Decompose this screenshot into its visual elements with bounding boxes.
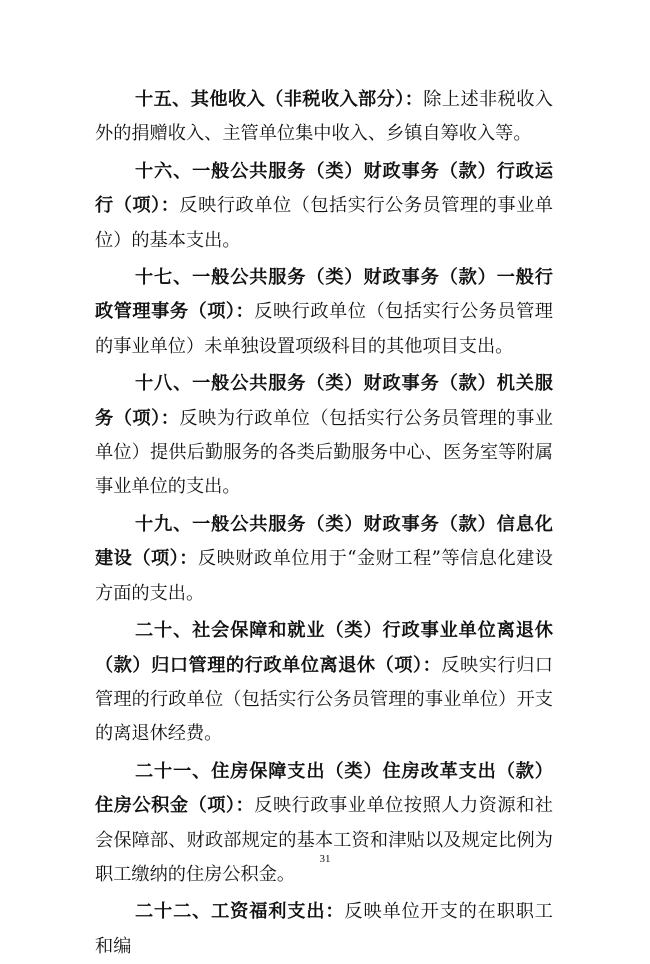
paragraph-18-heading: 十八、一般公共服务（类）财政事务（款）机关服务（项）： [95, 373, 553, 429]
paragraph-19-heading: 十九、一般公共服务（类）财政事务（款）信息化建设（项）： [95, 513, 553, 570]
document-body [95, 83, 553, 964]
paragraph-20-heading: 二十、社会保障和就业（类）行政事业单位离退休（款）归口管理的行政单位离退休（项）： [95, 620, 553, 676]
paragraph-22-heading: 二十二、工资福利支出： [135, 901, 345, 923]
paragraph-16 [95, 155, 553, 258]
paragraph-20-text: 反映实行归口管理的行政单位（包括实行公务员管理的事业单位）开支的离退休经费。 [95, 654, 553, 745]
page-number: 31 [319, 853, 331, 865]
paragraph-21-text: 反映行政事业单位按照人力资源和社会保障部、财政部规定的基本工资和津贴以及规定比例为职工缴纳的住房公积金。 [95, 795, 553, 885]
paragraph-22 [95, 895, 553, 964]
paragraph-21-heading: 二十一、住房保障支出（类）住房改革支出（款）住房公积金（项）： [95, 760, 553, 817]
paragraph-22-text: 反映单位开支的在职职工和编 [95, 901, 553, 957]
paragraph-18 [95, 367, 553, 505]
paragraph-15-heading: 十五、其他收入（非税收入部分）： [135, 89, 424, 110]
paragraph-17-text: 反映行政单位（包括实行公务员管理的事业单位）未单独设置项级科目的其他项目支出。 [95, 301, 553, 357]
paragraph-20 [95, 614, 553, 752]
paragraph-15-text: 除上述非税收入外的捐赠收入、主管单位集中收入、乡镇自筹收入等。 [95, 89, 553, 145]
paragraph-16-heading: 十六、一般公共服务（类）财政事务（款）行政运行（项）： [95, 160, 553, 217]
paragraph-15 [95, 83, 553, 152]
paragraph-18-text: 反映为行政单位（包括实行公务员管理的事业单位）提供后勤服务的各类后勤服务中心、医务室等附属事业单位的支出。 [95, 407, 553, 498]
paragraph-21 [95, 755, 553, 893]
paragraph-17-heading: 十七、一般公共服务（类）财政事务（款）一般行政管理事务（项）： [95, 267, 553, 323]
paragraph-17 [95, 261, 553, 364]
paragraph-16-text: 反映行政单位（包括实行公务员管理的事业单位）的基本支出。 [95, 195, 553, 251]
paragraph-19 [95, 508, 553, 611]
paragraph-19-text: 反映财政单位用于“金财工程”等信息化建设方面的支出。 [95, 548, 553, 604]
